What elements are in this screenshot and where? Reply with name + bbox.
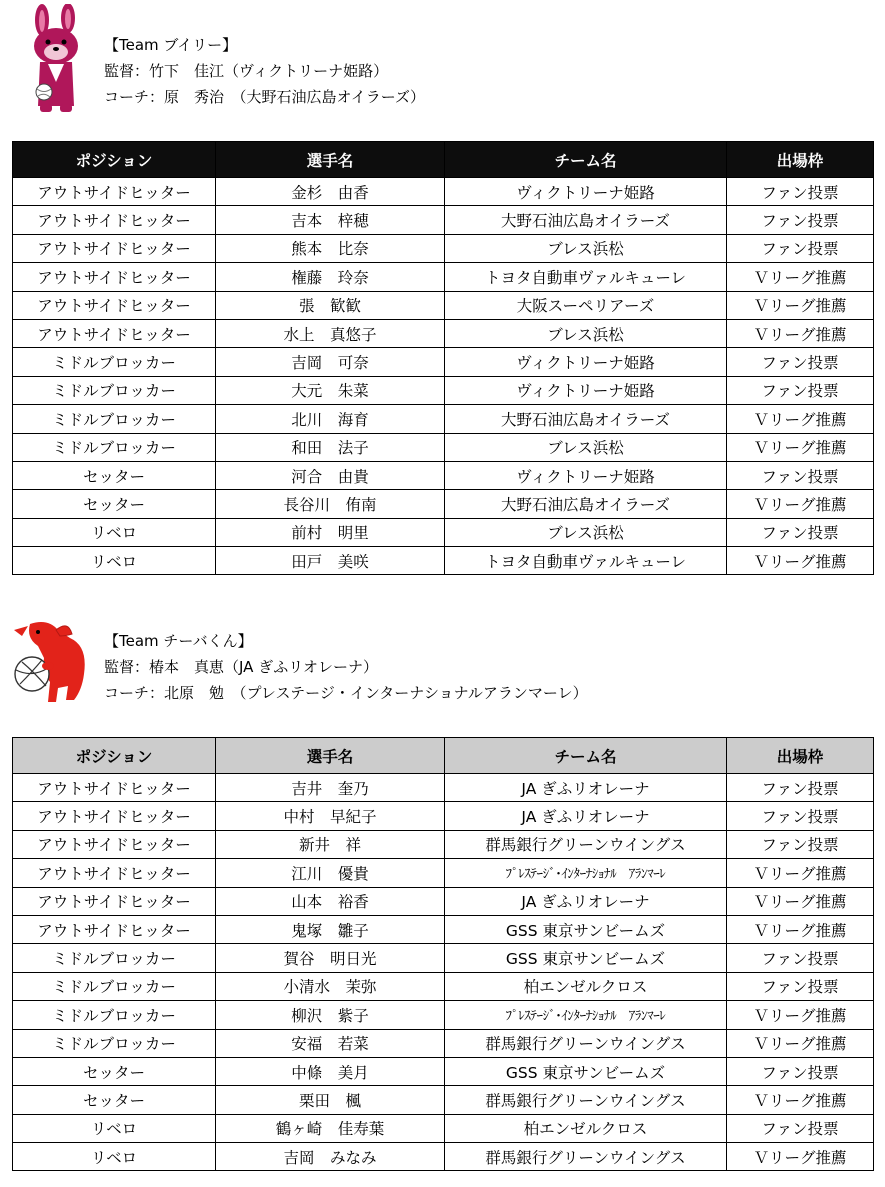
- cell-team: ヴィクトリーナ姫路: [445, 376, 727, 404]
- header-slot: 出場枠: [727, 738, 874, 774]
- cell-team: 群馬銀行グリーンウイングス: [445, 1029, 727, 1057]
- cell-team: ﾌﾟﾚｽﾃｰｼﾞ･ｲﾝﾀｰﾅｼｮﾅﾙ ｱﾗﾝﾏｰﾚ: [445, 1001, 727, 1029]
- rabbit-mascot-icon: [26, 4, 86, 116]
- cell-slot: ファン投票: [727, 972, 874, 1000]
- cell-team: ヴィクトリーナ姫路: [445, 178, 727, 206]
- cell-position: アウトサイドヒッター: [13, 887, 216, 915]
- table-row: [13, 206, 874, 234]
- table-header-row: [13, 738, 874, 774]
- table-header-row: [13, 142, 874, 178]
- cell-player: 権藤 玲奈: [216, 263, 445, 291]
- cell-team: 大野石油広島オイラーズ: [445, 490, 727, 518]
- cell-player: 大元 朱菜: [216, 376, 445, 404]
- roster-table-2: [12, 737, 874, 1171]
- header-slot: 出場枠: [727, 142, 874, 178]
- cell-player: 安福 若菜: [216, 1029, 445, 1057]
- cell-player: 新井 祥: [216, 830, 445, 858]
- cell-position: ミドルブロッカー: [13, 972, 216, 1000]
- cell-position: ミドルブロッカー: [13, 376, 216, 404]
- table-row: [13, 915, 874, 943]
- table-row: [13, 376, 874, 404]
- table-row: [13, 1057, 874, 1085]
- table-row: [13, 319, 874, 347]
- table-row: [13, 405, 874, 433]
- cell-team: 群馬銀行グリーンウイングス: [445, 830, 727, 858]
- table-row: [13, 1143, 874, 1171]
- cell-position: アウトサイドヒッター: [13, 263, 216, 291]
- cell-position: セッター: [13, 490, 216, 518]
- cell-slot: ファン投票: [727, 234, 874, 262]
- cell-position: アウトサイドヒッター: [13, 234, 216, 262]
- cell-player: 鬼塚 雛子: [216, 915, 445, 943]
- cell-team: ブレス浜松: [445, 234, 727, 262]
- cell-slot: ファン投票: [727, 461, 874, 489]
- cell-team: ブレス浜松: [445, 319, 727, 347]
- cell-position: ミドルブロッカー: [13, 1029, 216, 1057]
- cell-player: 北川 海育: [216, 405, 445, 433]
- table-row: [13, 802, 874, 830]
- roster-table-1: [12, 141, 874, 575]
- cell-position: アウトサイドヒッター: [13, 178, 216, 206]
- cell-player: 吉岡 みなみ: [216, 1143, 445, 1171]
- header-player: 選手名: [216, 142, 445, 178]
- cell-position: ミドルブロッカー: [13, 433, 216, 461]
- header-player: 選手名: [216, 738, 445, 774]
- cell-slot: ファン投票: [727, 1057, 874, 1085]
- coach-line: コーチ：北原 勉 （プレステージ・インターナショナルアランマーレ）: [104, 684, 588, 702]
- coach-line: コーチ：原 秀治 （大野石油広島オイラーズ）: [104, 88, 426, 106]
- table-row: [13, 1114, 874, 1142]
- table-row: [13, 1001, 874, 1029]
- table-row: [13, 1086, 874, 1114]
- cell-team: 柏エンゼルクロス: [445, 972, 727, 1000]
- cell-player: 河合 由貴: [216, 461, 445, 489]
- cell-slot: ファン投票: [727, 518, 874, 546]
- cell-position: アウトサイドヒッター: [13, 830, 216, 858]
- team-title: 【Team チーバくん】: [104, 632, 253, 650]
- table-row: [13, 887, 874, 915]
- team-header-2: [0, 600, 885, 725]
- cell-team: トヨタ自動車ヴァルキューレ: [445, 263, 727, 291]
- cell-position: リベロ: [13, 1143, 216, 1171]
- cell-position: アウトサイドヒッター: [13, 802, 216, 830]
- cell-team: ヴィクトリーナ姫路: [445, 348, 727, 376]
- cell-player: 吉井 奎乃: [216, 774, 445, 802]
- cell-player: 江川 優貴: [216, 859, 445, 887]
- cell-slot: Ｖリーグ推薦: [727, 1086, 874, 1114]
- cell-slot: Ｖリーグ推薦: [727, 1029, 874, 1057]
- table-row: [13, 490, 874, 518]
- cell-player: 熊本 比奈: [216, 234, 445, 262]
- cell-player: 柳沢 紫子: [216, 1001, 445, 1029]
- table-row: [13, 518, 874, 546]
- header-team: チーム名: [445, 738, 727, 774]
- cell-slot: Ｖリーグ推薦: [727, 887, 874, 915]
- table-row: [13, 547, 874, 575]
- table-row: [13, 774, 874, 802]
- manager-line: 監督：竹下 佳江（ヴィクトリーナ姫路）: [104, 62, 389, 80]
- cell-slot: Ｖリーグ推薦: [727, 433, 874, 461]
- cell-team: ﾌﾟﾚｽﾃｰｼﾞ･ｲﾝﾀｰﾅｼｮﾅﾙ ｱﾗﾝﾏｰﾚ: [445, 859, 727, 887]
- header-position: ポジション: [13, 738, 216, 774]
- cell-position: リベロ: [13, 518, 216, 546]
- cell-slot: ファン投票: [727, 774, 874, 802]
- cell-player: 小清水 茉弥: [216, 972, 445, 1000]
- cell-team: 柏エンゼルクロス: [445, 1114, 727, 1142]
- cell-player: 張 歓歓: [216, 291, 445, 319]
- cell-team: GSS 東京サンビームズ: [445, 1057, 727, 1085]
- cell-slot: ファン投票: [727, 348, 874, 376]
- cell-player: 金杉 由香: [216, 178, 445, 206]
- cell-team: ヴィクトリーナ姫路: [445, 461, 727, 489]
- cell-player: 山本 裕香: [216, 887, 445, 915]
- cell-slot: Ｖリーグ推薦: [727, 319, 874, 347]
- cell-position: セッター: [13, 1086, 216, 1114]
- table-row: [13, 830, 874, 858]
- manager-line: 監督：椿本 真恵（JA ぎふリオレーナ）: [104, 658, 379, 676]
- cell-slot: Ｖリーグ推薦: [727, 1001, 874, 1029]
- cell-team: ブレス浜松: [445, 518, 727, 546]
- cell-team: JA ぎふリオレーナ: [445, 774, 727, 802]
- cell-position: アウトサイドヒッター: [13, 291, 216, 319]
- table-row: [13, 972, 874, 1000]
- cell-position: アウトサイドヒッター: [13, 774, 216, 802]
- cell-slot: Ｖリーグ推薦: [727, 263, 874, 291]
- cell-slot: Ｖリーグ推薦: [727, 291, 874, 319]
- cell-player: 和田 法子: [216, 433, 445, 461]
- team-header-1: [0, 0, 885, 130]
- cell-position: セッター: [13, 1057, 216, 1085]
- cell-slot: ファン投票: [727, 802, 874, 830]
- cell-slot: Ｖリーグ推薦: [727, 490, 874, 518]
- cell-slot: ファン投票: [727, 206, 874, 234]
- dog-mascot-volleyball-icon: [8, 616, 100, 708]
- cell-position: アウトサイドヒッター: [13, 319, 216, 347]
- cell-player: 水上 真悠子: [216, 319, 445, 347]
- cell-team: 群馬銀行グリーンウイングス: [445, 1143, 727, 1171]
- cell-slot: Ｖリーグ推薦: [727, 547, 874, 575]
- cell-slot: Ｖリーグ推薦: [727, 915, 874, 943]
- cell-slot: ファン投票: [727, 1114, 874, 1142]
- team-title: 【Team ブイリー】: [104, 36, 238, 54]
- cell-position: セッター: [13, 461, 216, 489]
- table-row: [13, 461, 874, 489]
- cell-team: GSS 東京サンビームズ: [445, 915, 727, 943]
- cell-slot: ファン投票: [727, 944, 874, 972]
- table-row: [13, 944, 874, 972]
- cell-position: リベロ: [13, 1114, 216, 1142]
- cell-slot: Ｖリーグ推薦: [727, 405, 874, 433]
- cell-team: 群馬銀行グリーンウイングス: [445, 1086, 727, 1114]
- cell-slot: ファン投票: [727, 376, 874, 404]
- cell-team: JA ぎふリオレーナ: [445, 802, 727, 830]
- cell-team: 大阪スーペリアーズ: [445, 291, 727, 319]
- cell-team: GSS 東京サンビームズ: [445, 944, 727, 972]
- cell-player: 吉本 梓穂: [216, 206, 445, 234]
- cell-player: 田戸 美咲: [216, 547, 445, 575]
- table-row: [13, 234, 874, 262]
- cell-player: 長谷川 侑南: [216, 490, 445, 518]
- table-row: [13, 859, 874, 887]
- cell-slot: ファン投票: [727, 178, 874, 206]
- cell-position: ミドルブロッカー: [13, 944, 216, 972]
- cell-position: アウトサイドヒッター: [13, 859, 216, 887]
- table-row: [13, 433, 874, 461]
- table-row: [13, 178, 874, 206]
- cell-player: 前村 明里: [216, 518, 445, 546]
- cell-team: 大野石油広島オイラーズ: [445, 206, 727, 234]
- table-row: [13, 263, 874, 291]
- table-row: [13, 1029, 874, 1057]
- cell-slot: Ｖリーグ推薦: [727, 859, 874, 887]
- cell-position: ミドルブロッカー: [13, 348, 216, 376]
- cell-slot: ファン投票: [727, 830, 874, 858]
- header-team: チーム名: [445, 142, 727, 178]
- cell-team: JA ぎふリオレーナ: [445, 887, 727, 915]
- cell-position: リベロ: [13, 547, 216, 575]
- cell-team: トヨタ自動車ヴァルキューレ: [445, 547, 727, 575]
- cell-slot: Ｖリーグ推薦: [727, 1143, 874, 1171]
- cell-player: 吉岡 可奈: [216, 348, 445, 376]
- cell-player: 中條 美月: [216, 1057, 445, 1085]
- cell-player: 鶴ヶ崎 佳寿葉: [216, 1114, 445, 1142]
- cell-position: アウトサイドヒッター: [13, 915, 216, 943]
- cell-position: ミドルブロッカー: [13, 1001, 216, 1029]
- cell-position: アウトサイドヒッター: [13, 206, 216, 234]
- table-row: [13, 291, 874, 319]
- cell-team: 大野石油広島オイラーズ: [445, 405, 727, 433]
- table-row: [13, 348, 874, 376]
- cell-position: ミドルブロッカー: [13, 405, 216, 433]
- header-position: ポジション: [13, 142, 216, 178]
- cell-team: ブレス浜松: [445, 433, 727, 461]
- cell-player: 賀谷 明日光: [216, 944, 445, 972]
- cell-player: 中村 早紀子: [216, 802, 445, 830]
- cell-player: 栗田 楓: [216, 1086, 445, 1114]
